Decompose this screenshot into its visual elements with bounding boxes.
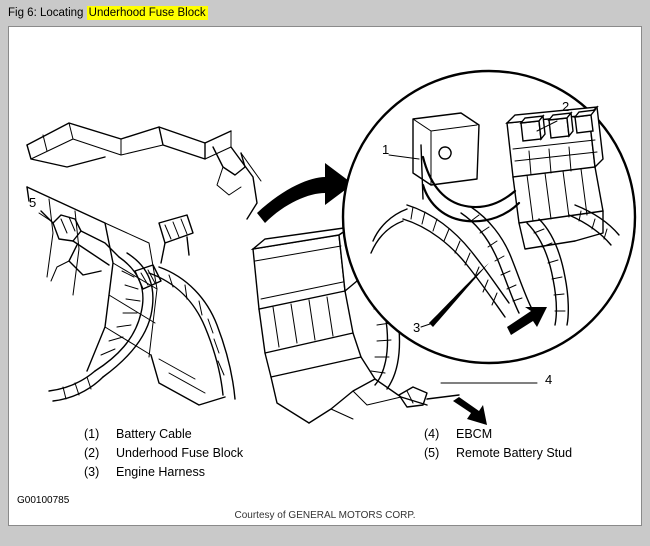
- callout-4: 4: [545, 372, 553, 387]
- figure-caption: [8, 7, 208, 19]
- callout-5: 5: [29, 195, 37, 210]
- legend-number: (1): [84, 427, 100, 441]
- figure-legend: [9, 425, 641, 491]
- document-body: [8, 26, 642, 526]
- figure-id: G00100785: [17, 495, 70, 506]
- figure-illustration: [9, 27, 641, 427]
- legend-number: (3): [84, 465, 100, 479]
- figure-caption-bar: [0, 0, 650, 26]
- courtesy-notice: Courtesy of GENERAL MOTORS CORP.: [234, 510, 416, 521]
- legend-column-right: [424, 425, 572, 463]
- legend-item: [84, 425, 243, 444]
- legend-label: Engine Harness: [116, 465, 205, 479]
- legend-label: Battery Cable: [116, 427, 192, 441]
- diagram-svg: [9, 27, 641, 427]
- legend-item: [84, 444, 243, 463]
- caption-highlight: Underhood Fuse Block: [88, 7, 206, 19]
- legend-label: Remote Battery Stud: [456, 446, 573, 460]
- detail-callout-circle: [343, 71, 635, 363]
- legend-number: (2): [84, 446, 100, 460]
- callout-3: 3: [413, 320, 421, 335]
- legend-item: [84, 463, 243, 482]
- legend-item: [424, 425, 572, 444]
- caption-prefix: Fig 6: Locating: [8, 7, 87, 19]
- callout-2: 2: [562, 99, 570, 114]
- callout-1: 1: [382, 142, 390, 157]
- legend-label: Underhood Fuse Block: [116, 446, 244, 460]
- legend-label: EBCM: [456, 427, 493, 441]
- legend-number: (4): [424, 427, 440, 441]
- zoom-arrow: [257, 163, 353, 223]
- legend-item: [424, 444, 572, 463]
- ebcm-arrow: [453, 397, 487, 425]
- legend-column-left: [84, 425, 243, 482]
- legend-number: (5): [424, 446, 440, 460]
